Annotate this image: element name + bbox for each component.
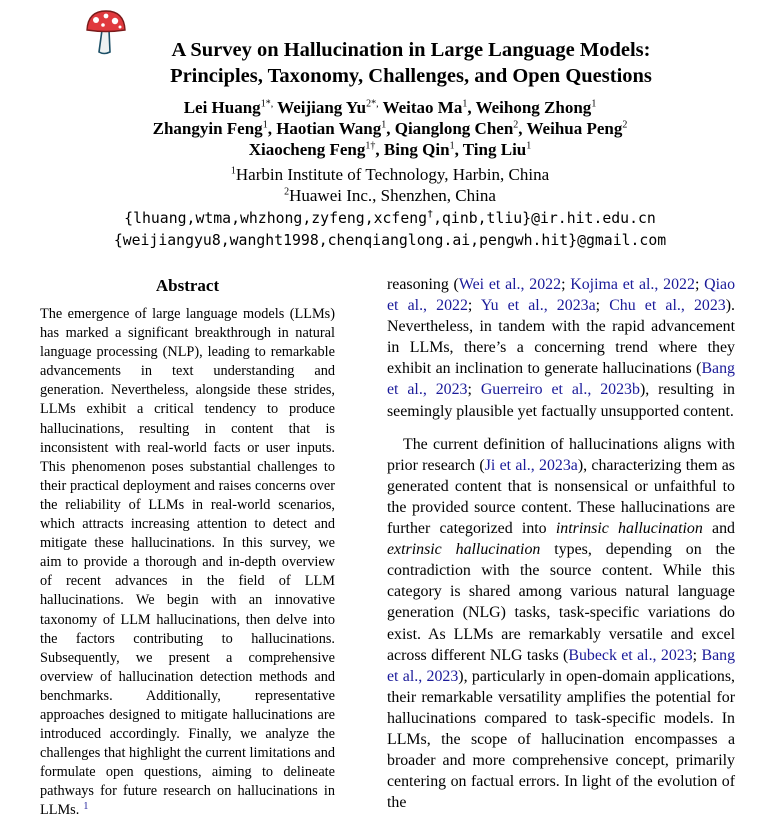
author-line	[40, 97, 740, 118]
title-line: A Survey on Hallucination in Large Language Models:	[171, 39, 651, 61]
author-line	[40, 139, 740, 160]
citation-link[interactable]: Qiao et al., 2022	[387, 276, 736, 315]
abstract-text: The emergence of large language models (LLMs) has marked a significant breakthrough in natural language processing (NLP), leading to remarkable advancements in text understanding and generation. Nevertheless, alongside these strides, LLMs exhibit a critical tendency to produce hallucinations, resulting in content that is inconsistent with real-world facts or user inputs. This phenomenon poses substantial challenges to their practical deployment and raises concerns over the reliability of LLMs in real-world scenarios, which attracts increasing attention to detect and mitigate these hallucinations. In this survey, we aim to provide a thorough and in-depth overview of recent advances in the field of LLM hallucinations. We begin with an innovative taxonomy of LLM hallucinations, then delve into the factors contributing to hallucinations. Subsequently, we present a comprehensive overview of hallucination detection methods and benchmarks. Additionally, representative approaches designed to mitigate hallucinations are introduced accordingly. Finally, we analyze the challenges that highlight the current limitations and formulate open questions, aiming to delineate pathways for future research on hallucinations in LLMs.	[40, 306, 335, 819]
abstract-body	[40, 305, 335, 821]
body-text: ;	[467, 381, 481, 399]
body-text: ), particularly in open-domain applications, their remarkable versatility amplifies the potential for hallucinations compared to task-specific models. In LLMs, the scope of hallucination encompasses a broader and more comprehensive concept, primarily centering on factual errors. In light of the evolution of the	[387, 667, 736, 812]
author: Qianglong Chen$^2$,	[394, 119, 527, 138]
body-text: ;	[694, 276, 705, 293]
author: Bing Qin$^1$,	[383, 140, 463, 159]
author: Zhangyin Feng$^1$,	[152, 119, 277, 138]
citation-link[interactable]: Yu et al., 2023a	[480, 297, 596, 315]
body-text: ). Nevertheless, in tandem with the rapid advancement in LLMs, there’s a concerning trend where they exhibit an inclination to generate hallucinations (	[387, 297, 735, 378]
affiliations	[40, 164, 740, 206]
affiliation: $^2$Huawei Inc., Shenzhen, China	[284, 186, 496, 205]
author: Weihong Zhong$^1$	[475, 98, 597, 117]
author-line	[40, 118, 740, 139]
intro-paragraph	[387, 274, 735, 422]
body-text: ;	[595, 297, 610, 315]
body-text: ;	[467, 297, 481, 315]
email-line[interactable]: {lhuang,wtma,whzhong,zyfeng,xcfeng†,qinb,tliu}@ir.hit.edu.cn	[124, 209, 656, 227]
citation-link[interactable]: Wei et al., 2022	[458, 276, 562, 293]
emphasis-text: extrinsic hallucination	[387, 541, 541, 559]
citation-link[interactable]: Chu et al., 2023	[609, 297, 726, 315]
author: Weijiang $Yu^{2*,}$	[277, 98, 379, 117]
body-text: and	[702, 520, 735, 538]
body-text: The current definition of hallucinations aligns with prior research (	[387, 435, 735, 474]
citation-link[interactable]: Bang et al., 2023	[387, 360, 735, 399]
body-text: ), characterizing them as generated content that is nonsensical or unfaithful to the provided source content. These hallucinations are further categorized into	[387, 456, 735, 538]
author: Xiaocheng Feng$^{1\dagger}$,	[248, 140, 384, 159]
citation-link[interactable]: Kojima et al., 2022	[570, 276, 695, 293]
footnote-link[interactable]: 1	[83, 800, 89, 812]
emphasis-text: intrinsic hallucination	[555, 520, 703, 538]
body-text: types, depending on the contradiction with the source content. While this category is shared among various natural language generation (NLG) tasks, task-specific variations do exist. As LLMs are remarkably versatile and excel across different NLG tasks (	[387, 541, 736, 664]
body-text: ;	[561, 276, 571, 293]
title-line: Principles, Taxonomy, Challenges, and Open Questions	[170, 65, 652, 87]
body-text: ;	[692, 646, 702, 664]
affiliation: $^1$Harbin Institute of Technology, Harbin, China	[230, 165, 550, 184]
intro-column	[387, 274, 735, 813]
author: Weitao Ma$^1$,	[382, 98, 476, 117]
body-text: reasoning (	[387, 276, 459, 293]
citation-link[interactable]: Ji et al., 2023a	[484, 456, 578, 474]
email-line[interactable]: {weijiangyu8,wanght1998,chenqianglong.ai,pengwh.hit}@gmail.com	[113, 232, 667, 249]
intro-paragraph	[387, 434, 735, 814]
author: Ting Liu$^1$	[462, 140, 532, 159]
author-list	[40, 97, 740, 160]
author: Lei Huang$^{1*,}$	[183, 98, 274, 117]
citation-link[interactable]: Guerreiro et al., 2023b	[480, 381, 640, 399]
author: Weihua Peng$^2$	[526, 119, 628, 138]
citation-link[interactable]: Bang et al., 2023	[387, 646, 736, 685]
author: Haotian Wang$^1$,	[276, 119, 395, 138]
citation-link[interactable]: Bubeck et al., 2023	[568, 646, 693, 664]
paper-title	[96, 37, 726, 89]
abstract-heading: Abstract	[155, 276, 220, 295]
email-block	[20, 208, 760, 252]
body-text: ), resulting in seemingly plausible yet factually unsupported content.	[387, 381, 735, 420]
